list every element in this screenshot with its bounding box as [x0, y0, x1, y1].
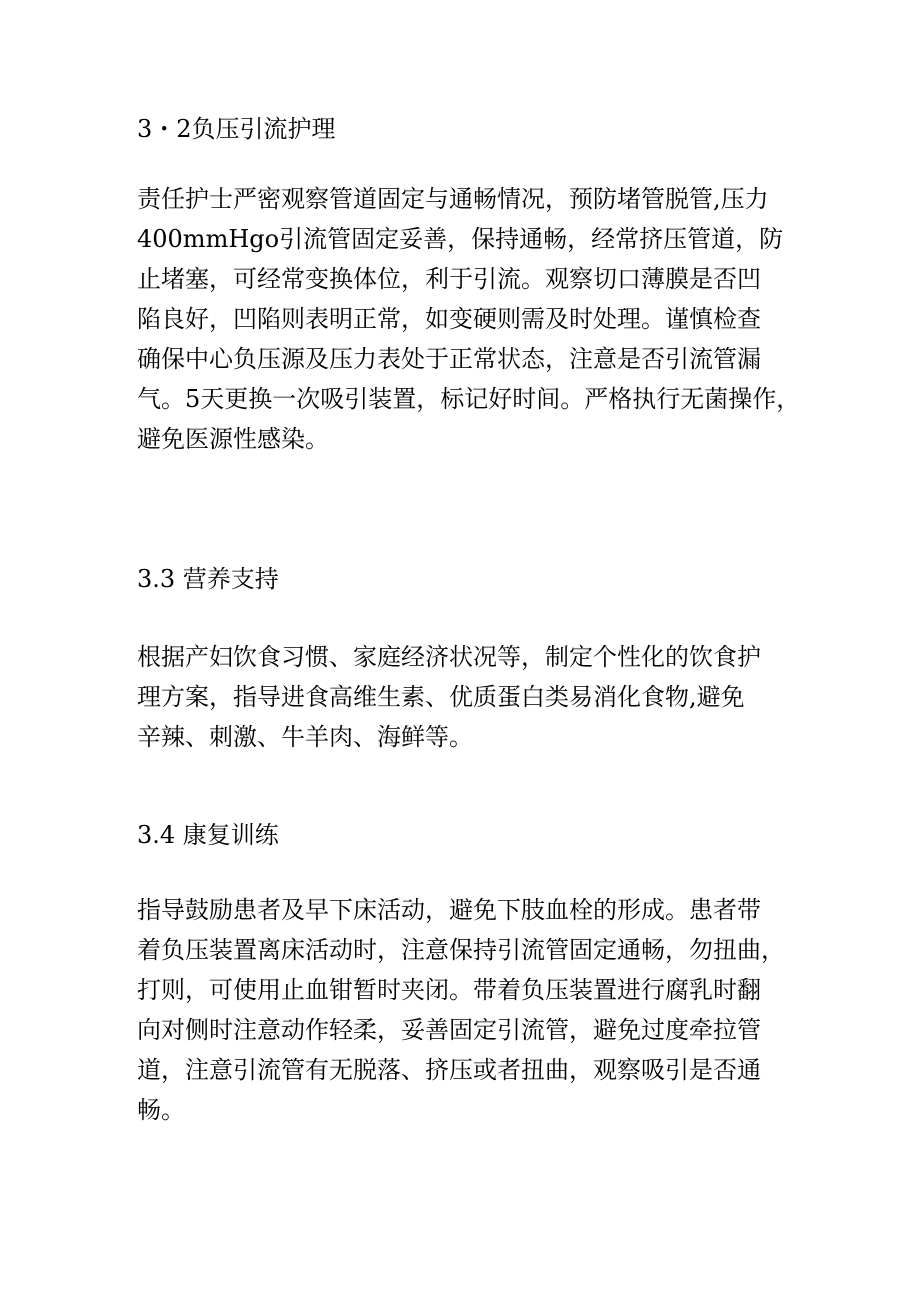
paragraph-line: 着负压装置离床活动时，注意保持引流管固定通畅，勿扭曲，: [137, 936, 785, 964]
paragraph-line: 止堵塞，可经常变换体位，利于引流。观察切口薄膜是否凹: [137, 265, 761, 293]
paragraph-line: 确保中心负压源及压力表处于正常状态，注意是否引流管漏: [137, 345, 761, 373]
paragraph-negative-pressure-drainage: [137, 179, 800, 459]
paragraph-line: 400mmHgo引流管固定妥善，保持通畅，经常挤压管道，防: [137, 225, 784, 253]
paragraph-line: 理方案，指导进食高维生素、优质蛋白类易消化食物,避免: [137, 683, 745, 711]
paragraph-line: 指导鼓励患者及早下床活动，避免下肢血栓的形成。患者带: [137, 896, 761, 924]
paragraph-line: 责任护士严密观察管道固定与通畅情况，预防堵管脱管,压力: [137, 185, 769, 213]
paragraph-line: 畅。: [137, 1096, 185, 1124]
paragraph-line: 避免医源性感染。: [137, 425, 329, 453]
paragraph-line: 气。5天更换一次吸引装置，标记好时间。严格执行无菌操作，: [137, 385, 801, 413]
section-heading-negative-pressure-drainage: 3・2负压引流护理: [137, 115, 336, 143]
paragraph-nutrition-support: [137, 637, 761, 757]
paragraph-line: 陷良好，凹陷则表明正常，如变硬则需及时处理。谨慎检查: [137, 305, 761, 333]
paragraph-line: 向对侧时注意动作轻柔，妥善固定引流管，避免过度牵拉管: [137, 1016, 761, 1044]
section-heading-rehabilitation-training: 3.4 康复训练: [137, 821, 279, 849]
paragraph-line: 根据产妇饮食习惯、家庭经济状况等，制定个性化的饮食护: [137, 643, 761, 671]
paragraph-rehabilitation-training: [137, 890, 785, 1130]
paragraph-line: 打则，可使用止血钳暂时夹闭。带着负压装置进行腐乳时翻: [137, 976, 761, 1004]
paragraph-line: 辛辣、刺激、牛羊肉、海鲜等。: [137, 723, 473, 751]
section-heading-nutrition-support: 3.3 营养支持: [137, 565, 279, 593]
paragraph-line: 道，注意引流管有无脱落、挤压或者扭曲，观察吸引是否通: [137, 1056, 761, 1084]
